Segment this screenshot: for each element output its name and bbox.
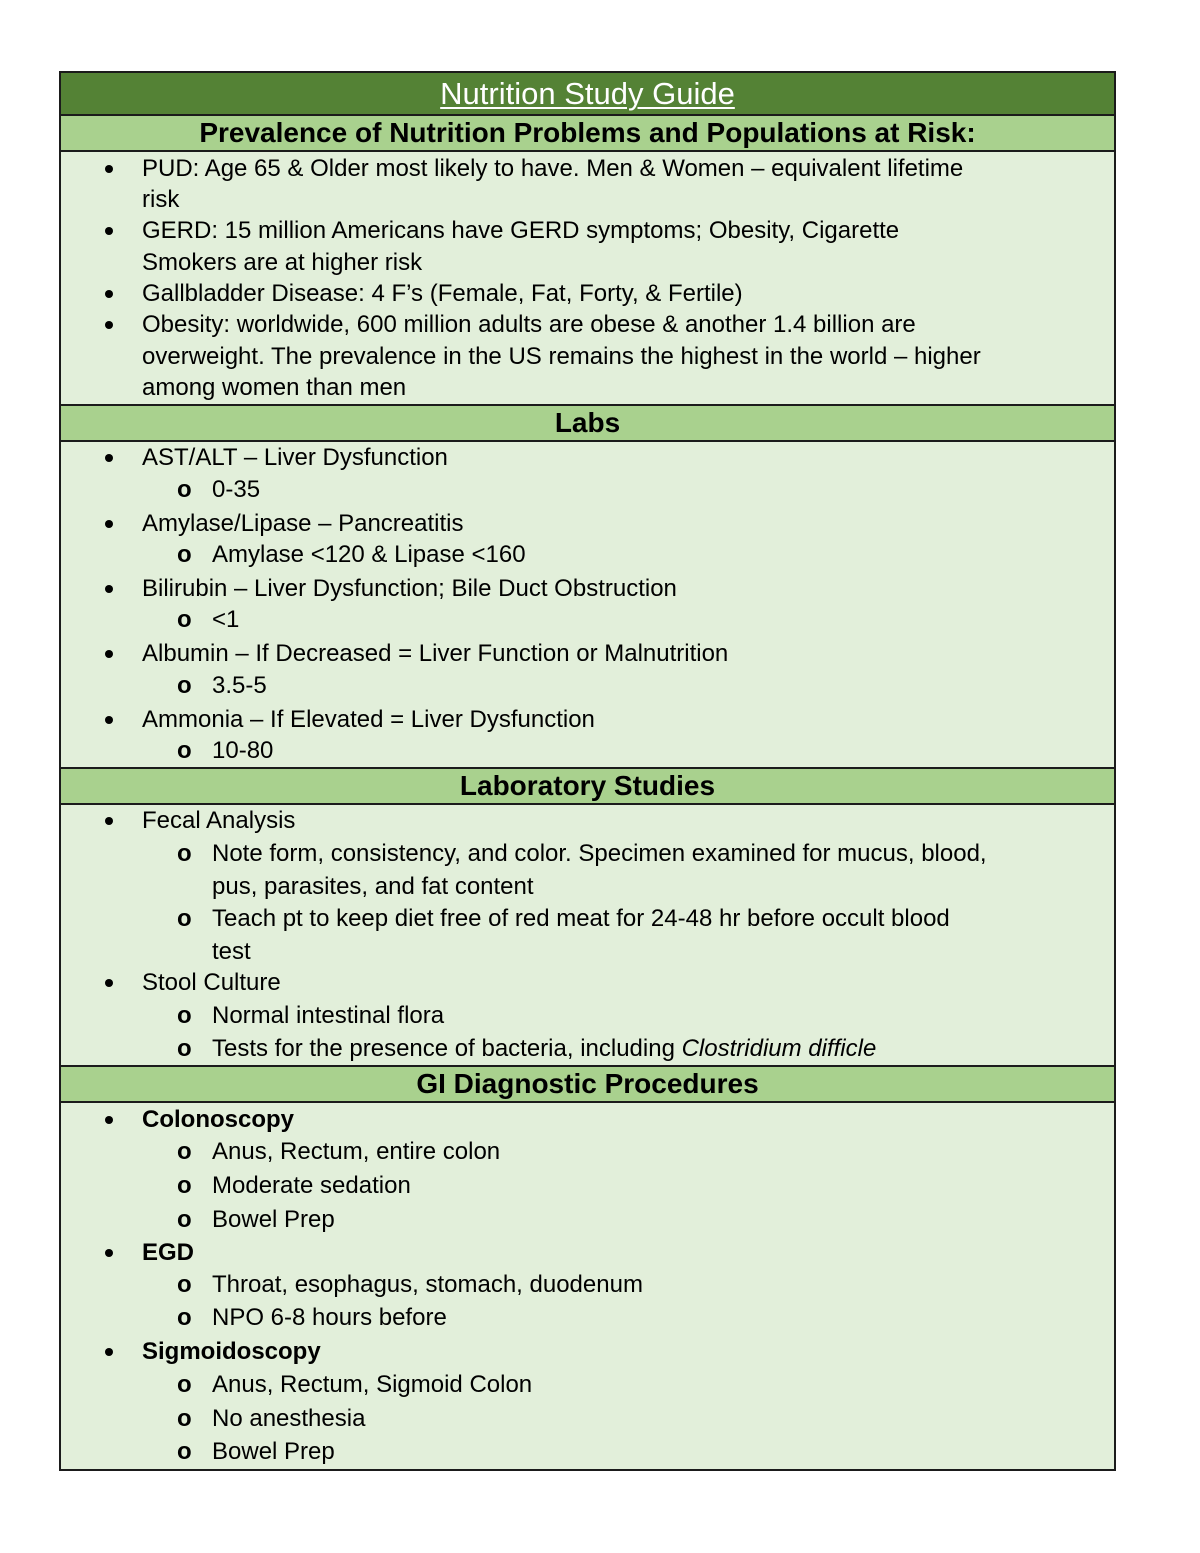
- circle-bullet-icon: o: [177, 1438, 192, 1465]
- bullet-icon: [105, 321, 113, 329]
- circle-bullet-icon: o: [177, 541, 192, 568]
- bullet-icon: [105, 454, 113, 462]
- section-header-prevalence: Prevalence of Nutrition Problems and Populations at Risk:: [61, 116, 1114, 152]
- bullet-icon: [105, 817, 113, 825]
- circle-bullet-icon: o: [177, 606, 192, 633]
- bullet-icon: [105, 290, 113, 298]
- bullet-icon: [105, 1348, 113, 1356]
- circle-bullet-icon: o: [177, 1271, 192, 1298]
- section-body-prevalence: PUD: Age 65 & Older most likely to have. Men & Women – equivalent lifetime risk GERD: 15 million Americans have GERD symptoms; Obesity, Cigarette Smokers are at higher risk Gallbladder Disease: 4 F’s (Female, Fat, Forty, & Fertile) Obesity: worldwide, 600 million adults are obese & another 1.4 billion are overweight. The prevalence in the US remains the highest in the world – higher among women than men: [61, 152, 1114, 406]
- section-header-labs: Labs: [61, 406, 1114, 442]
- bullet-icon: [105, 650, 113, 658]
- section-header-gi-procedures: GI Diagnostic Procedures: [61, 1067, 1114, 1103]
- organism-name: Clostridium difficle: [681, 1035, 877, 1062]
- circle-bullet-icon: o: [177, 1172, 192, 1199]
- title-row: [61, 73, 1114, 116]
- page-title: Nutrition Study Guide: [440, 76, 735, 111]
- section-body-gi-procedures: Colonoscopy o Anus, Rectum, entire colon o Moderate sedation o Bowel Prep EGD o Throat, esophagus, stomach, duodenum o NPO 6-8 hours before Sigmoidoscopy o Anus, Rectum, Sigmoid Colon o No anesthesia o Bowel Prep: [61, 1103, 1114, 1469]
- bullet-icon: [105, 165, 113, 173]
- bullet-icon: [105, 979, 113, 987]
- circle-bullet-icon: o: [177, 672, 192, 699]
- section-body-labs: AST/ALT – Liver Dysfunction o 0-35 Amylase/Lipase – Pancreatitis o Amylase <120 & Lipase <160 Bilirubin – Liver Dysfunction; Bile Duct Obstruction o <1 Albumin – If Decreased = Liver Function or Malnutrition o 3.5-5 Ammonia – If Elevated = Liver Dysfunction o 10-80: [61, 442, 1114, 769]
- circle-bullet-icon: o: [177, 1405, 192, 1432]
- bullet-icon: [105, 1116, 113, 1124]
- study-guide-table: [59, 71, 1116, 1471]
- bullet-icon: [105, 520, 113, 528]
- section-body-laboratory-studies: Fecal Analysis o Note form, consistency, and color. Specimen examined for mucus, blood, pus, parasites, and fat content o Teach pt to keep diet free of red meat for 24-48 hr before occult blood test Stool Culture o Normal intestinal flora o Tests for the presence of bacteria, including Clostridium difficle: [61, 805, 1114, 1067]
- circle-bullet-icon: o: [177, 840, 192, 867]
- circle-bullet-icon: o: [177, 737, 192, 764]
- bullet-icon: [105, 585, 113, 593]
- bullet-icon: [105, 1249, 113, 1257]
- circle-bullet-icon: o: [177, 476, 192, 503]
- circle-bullet-icon: o: [177, 1002, 192, 1029]
- section-header-laboratory-studies: Laboratory Studies: [61, 769, 1114, 805]
- circle-bullet-icon: o: [177, 1206, 192, 1233]
- bullet-icon: [105, 227, 113, 235]
- circle-bullet-icon: o: [177, 1371, 192, 1398]
- bullet-icon: [105, 716, 113, 724]
- circle-bullet-icon: o: [177, 1035, 192, 1062]
- circle-bullet-icon: o: [177, 1138, 192, 1165]
- circle-bullet-icon: o: [177, 905, 192, 932]
- circle-bullet-icon: o: [177, 1304, 192, 1331]
